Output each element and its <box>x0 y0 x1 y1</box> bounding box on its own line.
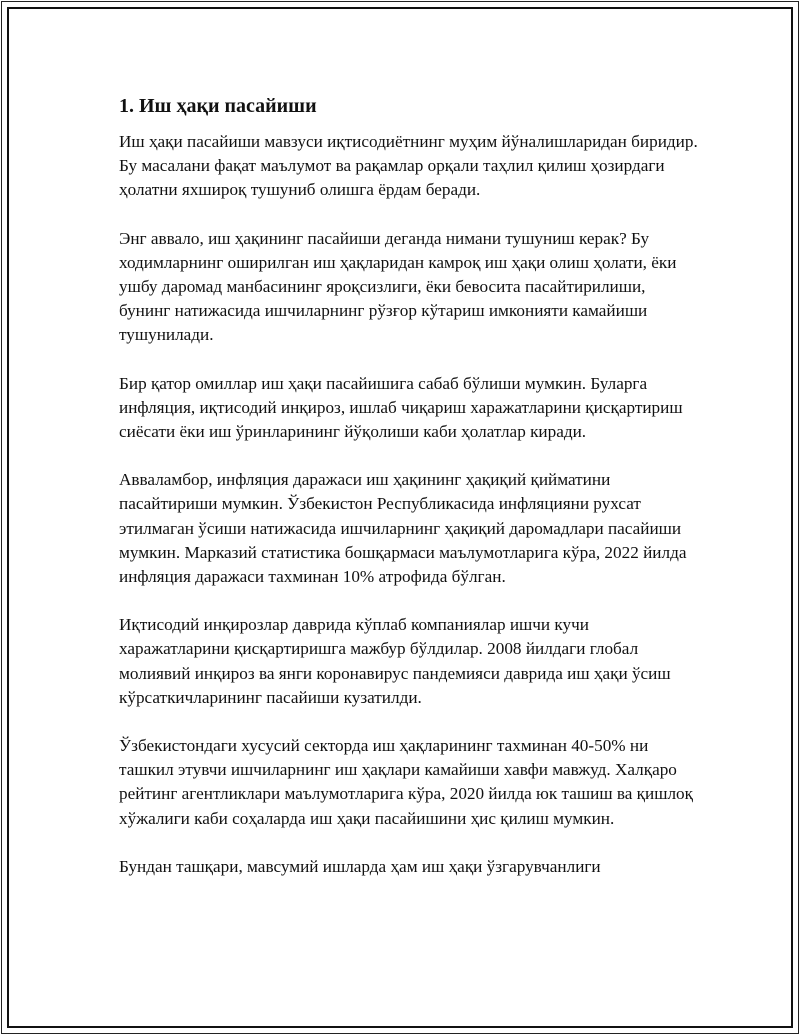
paragraph-4: Авваламбор, инфляция даражаси иш ҳақининг ҳақиқий қийматини пасайтириши мумкин. Ўзбекистон Республикасида инфляцияни рухсат этилмаган ўсиши натижасида ишчиларнинг ҳақиқий даромадлари пасайиши мумкин. Марказий статистика бошқармаси маълумотларига кўра, 2022 йилда инфляция даражаси тахминан 10% атрофида бўлган. <box>119 470 687 587</box>
section-heading: 1. Иш ҳақи пасайиши <box>119 95 317 117</box>
document-body <box>119 92 699 903</box>
paragraph-2: Энг аввало, иш ҳақининг пасайиши деганда нимани тушуниш керак? Бу ходимларнинг оширилган иш ҳақларидан камроқ иш ҳақи олиш ҳолати, ёки ушбу даромад манбасининг яроқсизлиги, ёки бевосита пасайтирилиши, бунинг натижасида ишчиларнинг рўзғор кўтариш имконияти камайиши тушунилади. <box>119 228 677 345</box>
paragraph-5: Иқтисодий инқирозлар даврида кўплаб компаниялар ишчи кучи харажатларини қисқартиришга мажбур бўлдилар. 2008 йилдаги глобал молиявий инқироз ва янги коронавирус пандемияси даврида иш ҳақи ўсиш кўрсаткичларининг пасайиши кузатилди. <box>119 615 671 707</box>
paragraph-3: Бир қатор омиллар иш ҳақи пасайишига сабаб бўлиши мумкин. Буларга инфляция, иқтисодий инқироз, ишлаб чиқариш харажатларини қисқартириш сиёсати ёки иш ўринларининг йўқолиши каби ҳолатлар киради. <box>119 373 683 442</box>
paragraph-6: Ўзбекистондаги хусусий секторда иш ҳақларининг тахминан 40-50% ни ташкил этувчи ишчиларнинг иш ҳақлари камайиши хавфи мавжуд. Халқаро рейтинг агентликлари маълумотларига кўра, 2020 йилда юк ташиш ва қишлоқ хўжалиги каби соҳаларда иш ҳақи пасайишини ҳис қилиш мумкин. <box>119 736 693 828</box>
paragraph-7: Бундан ташқари, мавсумий ишларда ҳам иш ҳақи ўзгарувчанлиги <box>119 856 601 876</box>
paragraph-1: Иш ҳақи пасайиши мавзуси иқтисодиётнинг муҳим йўналишларидан биридир. Бу масалани фақат маълумот ва рақамлар орқали таҳлил қилиш ҳозирдаги ҳолатни яхшироқ тушуниб олишга ёрдам беради. <box>119 132 698 200</box>
